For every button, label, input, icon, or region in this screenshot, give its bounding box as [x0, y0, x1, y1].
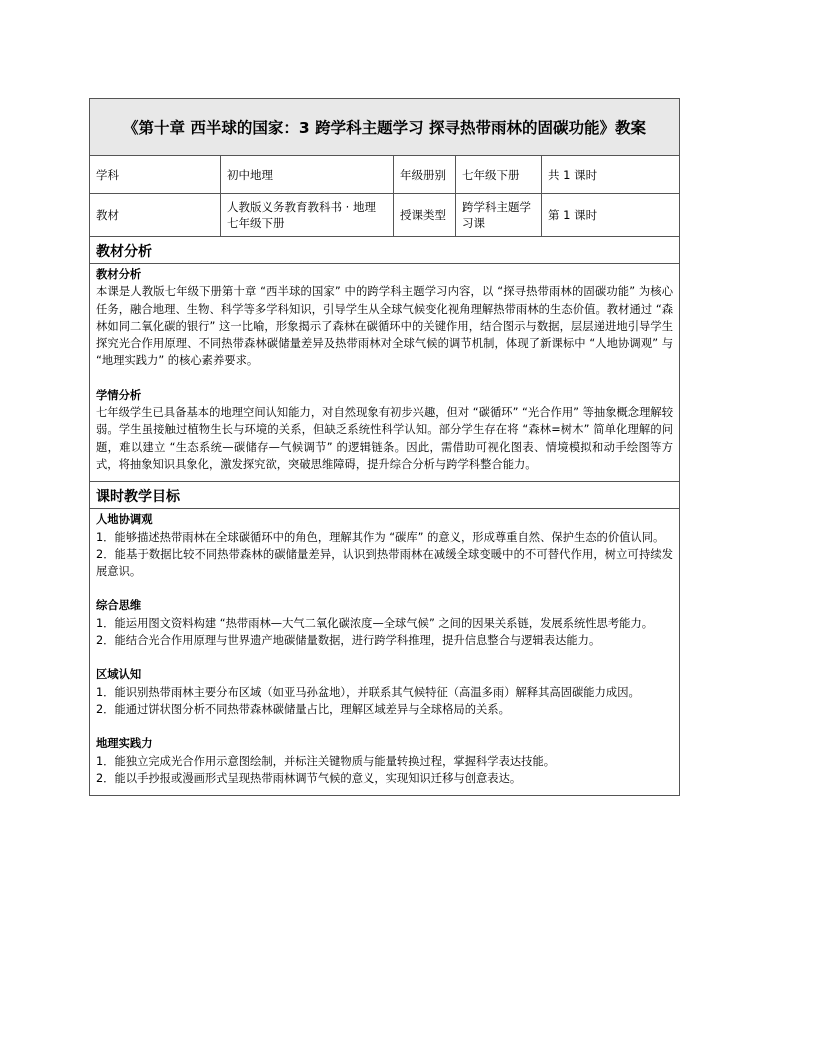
objective-item: 2．能通过饼状图分析不同热带森林碳储量占比，理解区域差异与全球格局的关系。: [96, 702, 510, 716]
lesson-number: 第 1 课时: [542, 194, 680, 237]
objective-item: 1．能运用图文资料构建 “热带雨林—大气二氧化碳浓度—全球气候” 之间的因果关系链，发展系统性思考能力。: [96, 616, 654, 630]
lesson-plan-table: [89, 98, 680, 796]
section-body-analysis: [90, 264, 680, 482]
objective-item: 1．能够描述热带雨林在全球碳循环中的角色，理解其作为 “碳库” 的意义，形成尊重自然、保护生态的价值认同。: [96, 530, 665, 544]
paragraph-textbook-analysis: 本课是人教版七年级下册第十章 “西半球的国家” 中的跨学科主题学习内容，以 “探寻热带雨林的固碳功能” 为核心任务，融合地理、生物、科学等多学科知识，引导学生从全球气候变化视角理解热带雨林的生态价值。教材通过 “森林如同二氧化碳的银行” 这一比喻，形象揭示了森林在碳循环中的关键作用，结合图示与数据，层层递进地引导学生探究光合作用原理、不同热带森林碳储量差异及热带雨林对全球气候的调节机制，体现了新课标中 “人地协调观” 与 “地理实践力” 的核心素养要求。: [96, 285, 674, 368]
section-heading-analysis: 教材分析: [90, 237, 680, 264]
textbook-value: 人教版义务教育教科书 · 地理七年级下册: [221, 194, 394, 237]
objective-item: 1．能独立完成光合作用示意图绘制，并标注关键物质与能量转换过程，掌握科学表达技能。: [96, 754, 556, 768]
objective-group-title: 区域认知: [96, 668, 142, 682]
objective-item: 2．能基于数据比较不同热带森林的碳储量差异，认识到热带雨林在减缓全球变暖中的不可替代作用，树立可持续发展意识。: [96, 547, 674, 579]
lesson-type-value: 跨学科主题学习课: [456, 194, 542, 237]
grade-value: 七年级下册: [456, 156, 542, 194]
objective-item: 2．能以手抄报或漫画形式呈现热带雨林调节气候的意义，实现知识迁移与创意表达。: [96, 771, 522, 785]
textbook-label: 教材: [90, 194, 221, 237]
section-body-objectives: [90, 509, 680, 796]
objective-group-title: 地理实践力: [96, 737, 153, 751]
subheading-textbook-analysis: 教材分析: [96, 268, 142, 281]
objective-item: 2．能结合光合作用原理与世界遗产地碳储量数据，进行跨学科推理，提升信息整合与逻辑表达能力。: [96, 634, 601, 648]
info-row-subject: [90, 156, 680, 194]
total-hours: 共 1 课时: [542, 156, 680, 194]
objective-group-title: 综合思维: [96, 599, 142, 613]
subject-label: 学科: [90, 156, 221, 194]
lesson-plan-document: [89, 98, 679, 796]
subheading-student-analysis: 学情分析: [96, 388, 142, 402]
section-heading-objectives: 课时教学目标: [90, 482, 680, 509]
objective-group-title: 人地协调观: [96, 513, 153, 527]
grade-label: 年级册别: [394, 156, 456, 194]
document-title: 《第十章 西半球的国家：3 跨学科主题学习 探寻热带雨林的固碳功能》教案: [90, 99, 680, 156]
subject-value: 初中地理: [221, 156, 394, 194]
lesson-type-label: 授课类型: [394, 194, 456, 237]
info-row-textbook: [90, 194, 680, 237]
objective-item: 1．能识别热带雨林主要分布区域（如亚马孙盆地），并联系其气候特征（高温多雨）解释其高固碳能力成因。: [96, 685, 640, 699]
paragraph-student-analysis: 七年级学生已具备基本的地理空间认知能力，对自然现象有初步兴趣，但对 “碳循环” “光合作用” 等抽象概念理解较弱。学生虽接触过植物生长与环境的关系，但缺乏系统性科学认知。部分学生存在将 “森林=树木” 简单化理解的问题，难以建立 “生态系统—碳储存—气候调节” 的逻辑链条。因此，需借助可视化图表、情境模拟和动手绘图等方式，将抽象知识具象化，激发探究欲，突破思维障碍，提升综合分析与跨学科整合能力。: [96, 406, 674, 471]
